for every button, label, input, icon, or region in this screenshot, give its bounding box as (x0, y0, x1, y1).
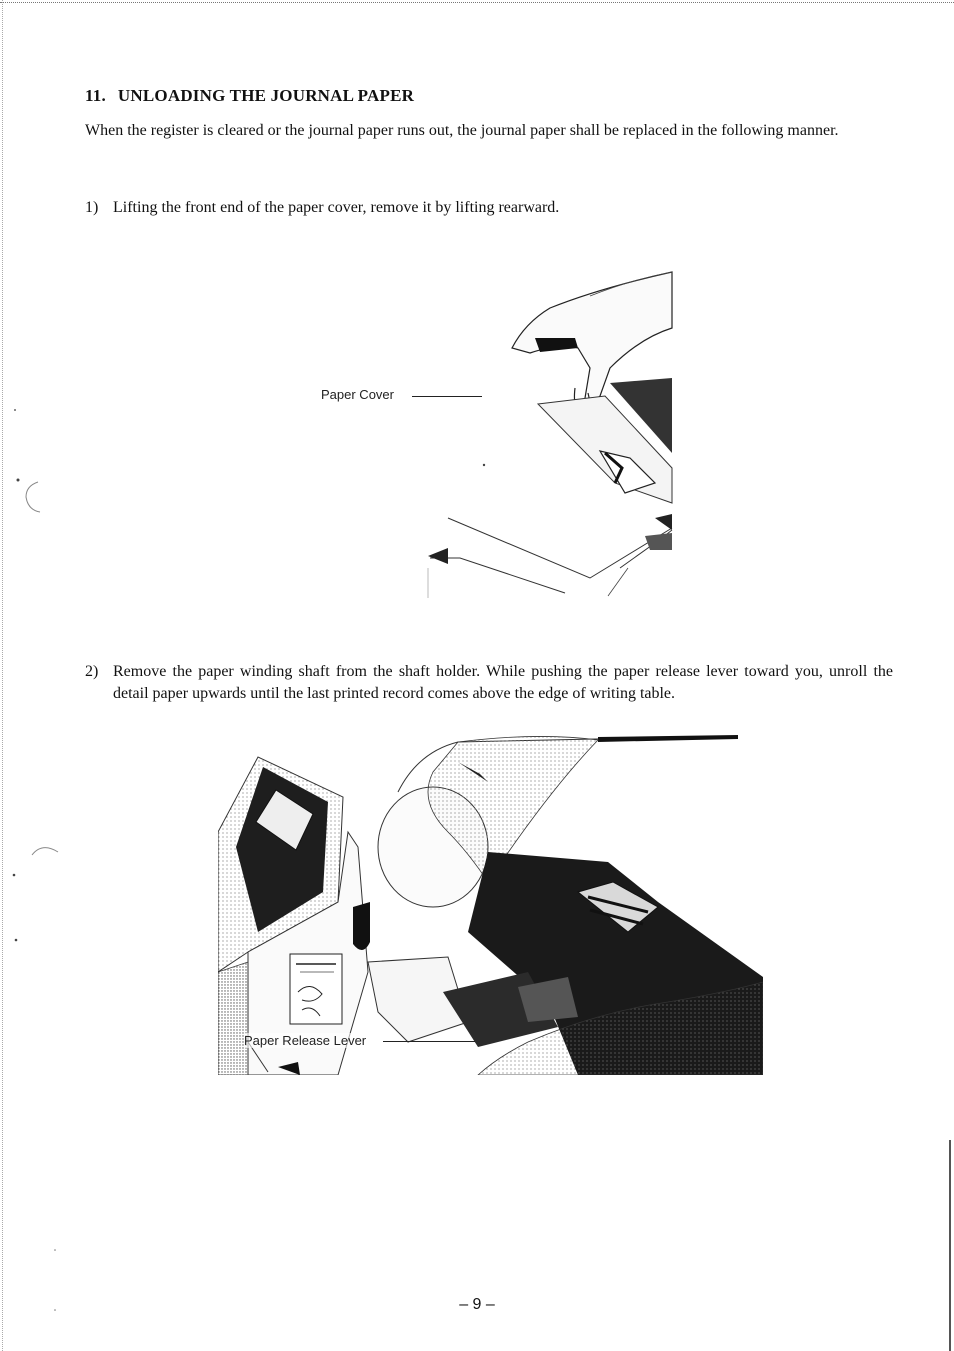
scan-edge-top (0, 2, 954, 7)
step-2-text: Remove the paper winding shaft from the shaft holder. While pushing the paper release lever toward you, unroll the detail paper upwards until the last printed record comes above the edge of writing table. (113, 663, 893, 702)
step-1-number: 1) (85, 199, 99, 216)
leader-line-paper-cover (412, 396, 482, 397)
label-paper-release-lever: Paper Release Lever (244, 1033, 367, 1048)
step-2-number: 2) (85, 663, 99, 680)
margin-specks (0, 0, 70, 1351)
step-2 (85, 661, 895, 707)
step-1-text: Lifting the front end of the paper cover, remove it by lifting rearward. (113, 199, 560, 216)
label-paper-cover: Paper Cover (321, 387, 394, 402)
section-title: UNLOADING THE JOURNAL PAPER (117, 86, 415, 105)
step-1 (85, 197, 895, 219)
section-heading (85, 86, 414, 106)
intro-paragraph: When the register is cleared or the journal paper runs out, the journal paper shall be replaced in the following manner. (85, 122, 839, 139)
figure-paper-cover (400, 268, 680, 603)
scan-edge-right (949, 1140, 951, 1351)
page-number: – 9 – (459, 1296, 495, 1313)
leader-line-release-lever (383, 1041, 475, 1042)
paper-release-illustration (218, 732, 763, 1075)
paper-cover-illustration (400, 268, 680, 603)
section-number: 11. (85, 86, 106, 105)
figure-paper-release-lever (218, 732, 763, 1075)
